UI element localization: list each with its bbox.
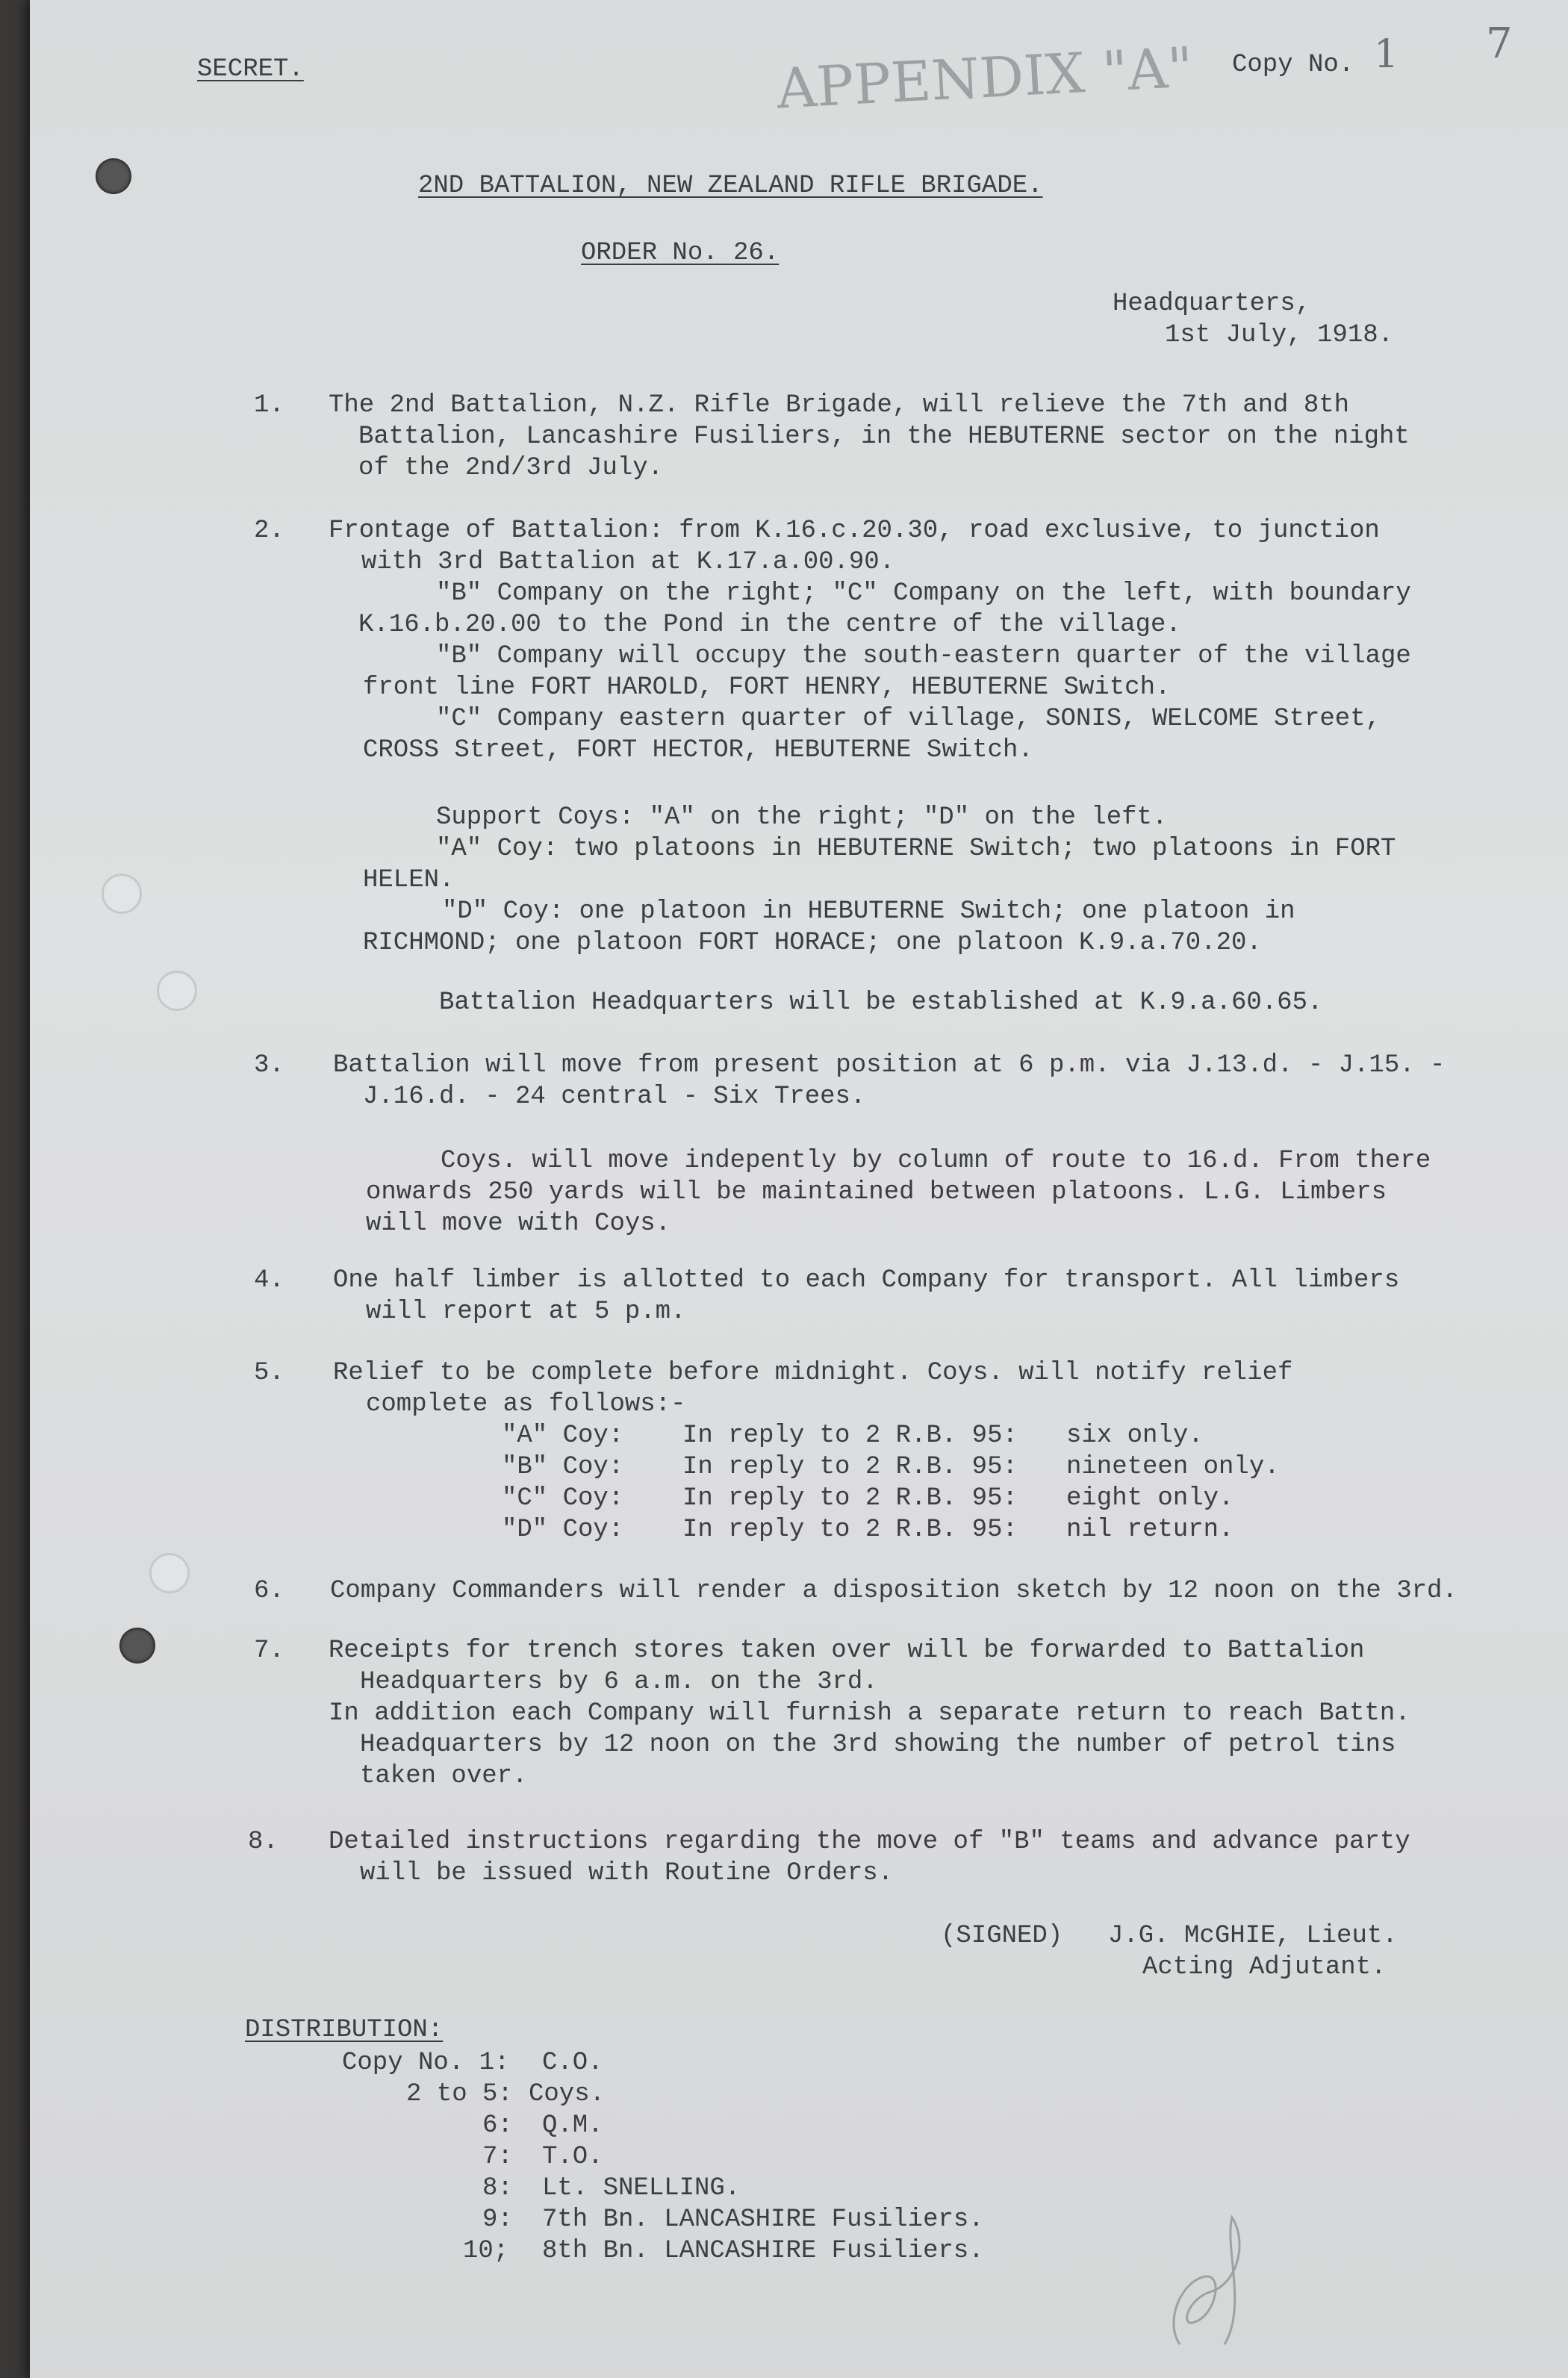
para-number: 1. xyxy=(254,391,284,420)
para-line: Detailed instructions regarding the move of "B" teams and advance party xyxy=(329,1828,1410,1856)
para-line: onwards 250 yards will be maintained between platoons. L.G. Limbers xyxy=(366,1178,1387,1207)
para-line: taken over. xyxy=(360,1762,528,1790)
para-line: Frontage of Battalion: from K.16.c.20.30, road exclusive, to junction xyxy=(329,517,1380,545)
distribution-copy: 10; xyxy=(463,2237,509,2265)
para-line: Battalion will move from present position at 6 p.m. via J.13.d. - J.15. - xyxy=(333,1051,1446,1080)
para-line: K.16.b.20.00 to the Pond in the centre of the village. xyxy=(358,611,1181,639)
para-line: Headquarters by 12 noon on the 3rd showing the number of petrol tins xyxy=(360,1731,1396,1759)
para-line: The 2nd Battalion, N.Z. Rifle Brigade, will relieve the 7th and 8th xyxy=(329,391,1350,420)
distribution-copy: 7: xyxy=(482,2143,513,2171)
relief-coy: "C" Coy: xyxy=(502,1484,624,1513)
para-line: HELEN. xyxy=(363,866,455,894)
relief-code: nil return. xyxy=(1066,1516,1234,1544)
appendix-annotation: APPENDIX "A" xyxy=(775,35,1195,122)
para-line: will move with Coys. xyxy=(366,1210,671,1238)
punch-hole xyxy=(157,971,197,1011)
relief-reply: In reply to 2 R.B. 95: xyxy=(682,1453,1018,1481)
distribution-recipient: Q.M. xyxy=(542,2111,603,2140)
signatory-name: J.G. McGHIE, Lieut. xyxy=(1108,1922,1398,1950)
para-number: 4. xyxy=(254,1266,284,1295)
unit-title: 2ND BATTALION, NEW ZEALAND RIFLE BRIGADE. xyxy=(418,172,1043,200)
relief-coy: "A" Coy: xyxy=(502,1422,624,1450)
para-line: Coys. will move indepently by column of route to 16.d. From there xyxy=(441,1147,1431,1175)
distribution-copy: 2 to 5: xyxy=(406,2080,513,2108)
distribution-recipient: C.O. xyxy=(542,2049,603,2077)
distribution-recipient: Lt. SNELLING. xyxy=(542,2174,741,2203)
para-line: will be issued with Routine Orders. xyxy=(360,1859,894,1887)
signed-mark: (SIGNED) xyxy=(941,1922,1063,1950)
copy-number: 1 xyxy=(1374,32,1399,77)
para-line: Battalion, Lancashire Fusiliers, in the HEBUTERNE sector on the night xyxy=(358,423,1410,451)
page-number: 7 xyxy=(1486,19,1513,68)
para-line: "C" Company eastern quarter of village, SONIS, WELCOME Street, xyxy=(436,705,1381,733)
para-line: Headquarters by 6 a.m. on the 3rd. xyxy=(360,1668,878,1696)
hq-location: Headquarters, xyxy=(1113,290,1311,318)
para-line: with 3rd Battalion at K.17.a.00.90. xyxy=(361,548,895,576)
relief-reply: In reply to 2 R.B. 95: xyxy=(682,1422,1018,1450)
para-line: Receipts for trench stores taken over will be forwarded to Battalion xyxy=(329,1637,1365,1665)
signatory-role: Acting Adjutant. xyxy=(1142,1953,1387,1982)
para-line: "D" Coy: one platoon in HEBUTERNE Switch; one platoon in xyxy=(442,897,1295,926)
para-line: Company Commanders will render a disposition sketch by 12 noon on the 3rd. xyxy=(330,1577,1457,1605)
para-number: 7. xyxy=(254,1637,284,1665)
punch-hole xyxy=(119,1628,155,1663)
distribution-copy: 9: xyxy=(482,2206,513,2234)
para-line: of the 2nd/3rd July. xyxy=(358,454,664,482)
para-number: 8. xyxy=(248,1828,279,1856)
pencil-initials xyxy=(1135,2195,1284,2359)
para-number: 3. xyxy=(254,1051,284,1080)
order-number: ORDER No. 26. xyxy=(581,239,780,267)
distribution-recipient: T.O. xyxy=(542,2143,603,2171)
para-line: J.16.d. - 24 central - Six Trees. xyxy=(363,1083,866,1111)
relief-coy: "D" Coy: xyxy=(502,1516,624,1544)
distribution-recipient: Coys. xyxy=(529,2080,606,2108)
relief-reply: In reply to 2 R.B. 95: xyxy=(682,1484,1018,1513)
punch-hole xyxy=(149,1553,190,1593)
relief-reply: In reply to 2 R.B. 95: xyxy=(682,1516,1018,1544)
distribution-recipient: 8th Bn. LANCASHIRE Fusiliers. xyxy=(542,2237,984,2265)
distribution-copy: Copy No. 1: xyxy=(342,2049,510,2077)
para-line: complete as follows:- xyxy=(366,1390,686,1419)
punch-hole xyxy=(102,874,142,914)
copy-label: Copy No. xyxy=(1232,51,1354,79)
para-line: "B" Company will occupy the south-eastern quarter of the village xyxy=(436,642,1411,670)
para-line: front line FORT HAROLD, FORT HENRY, HEBUTERNE Switch. xyxy=(363,673,1171,702)
para-line: "B" Company on the right; "C" Company on the left, with boundary xyxy=(436,579,1411,608)
para-line: Battalion Headquarters will be established at K.9.a.60.65. xyxy=(439,989,1323,1017)
distribution-copy: 6: xyxy=(482,2111,513,2140)
para-line: RICHMOND; one platoon FORT HORACE; one platoon K.9.a.70.20. xyxy=(363,929,1262,957)
para-line: One half limber is allotted to each Company for transport. All limbers xyxy=(333,1266,1400,1295)
para-line: In addition each Company will furnish a separate return to reach Battn. xyxy=(329,1699,1410,1728)
distribution-copy: 8: xyxy=(482,2174,513,2203)
para-line: CROSS Street, FORT HECTOR, HEBUTERNE Switch. xyxy=(363,736,1033,765)
para-number: 2. xyxy=(254,517,284,545)
distribution-recipient: 7th Bn. LANCASHIRE Fusiliers. xyxy=(542,2206,984,2234)
punch-hole xyxy=(96,158,131,194)
para-line: will report at 5 p.m. xyxy=(366,1298,686,1326)
relief-code: eight only. xyxy=(1066,1484,1234,1513)
relief-code: nineteen only. xyxy=(1066,1453,1280,1481)
classification-mark: SECRET. xyxy=(197,55,304,84)
para-line: Support Coys: "A" on the right; "D" on the left. xyxy=(436,803,1168,832)
para-line: Relief to be complete before midnight. Coys. will notify relief xyxy=(333,1359,1293,1387)
relief-coy: "B" Coy: xyxy=(502,1453,624,1481)
order-date: 1st July, 1918. xyxy=(1165,321,1394,349)
para-line: "A" Coy: two platoons in HEBUTERNE Switch; two platoons in FORT xyxy=(436,835,1396,863)
distribution-heading: DISTRIBUTION: xyxy=(245,2016,444,2044)
para-number: 5. xyxy=(254,1359,284,1387)
para-number: 6. xyxy=(254,1577,284,1605)
relief-code: six only. xyxy=(1066,1422,1204,1450)
